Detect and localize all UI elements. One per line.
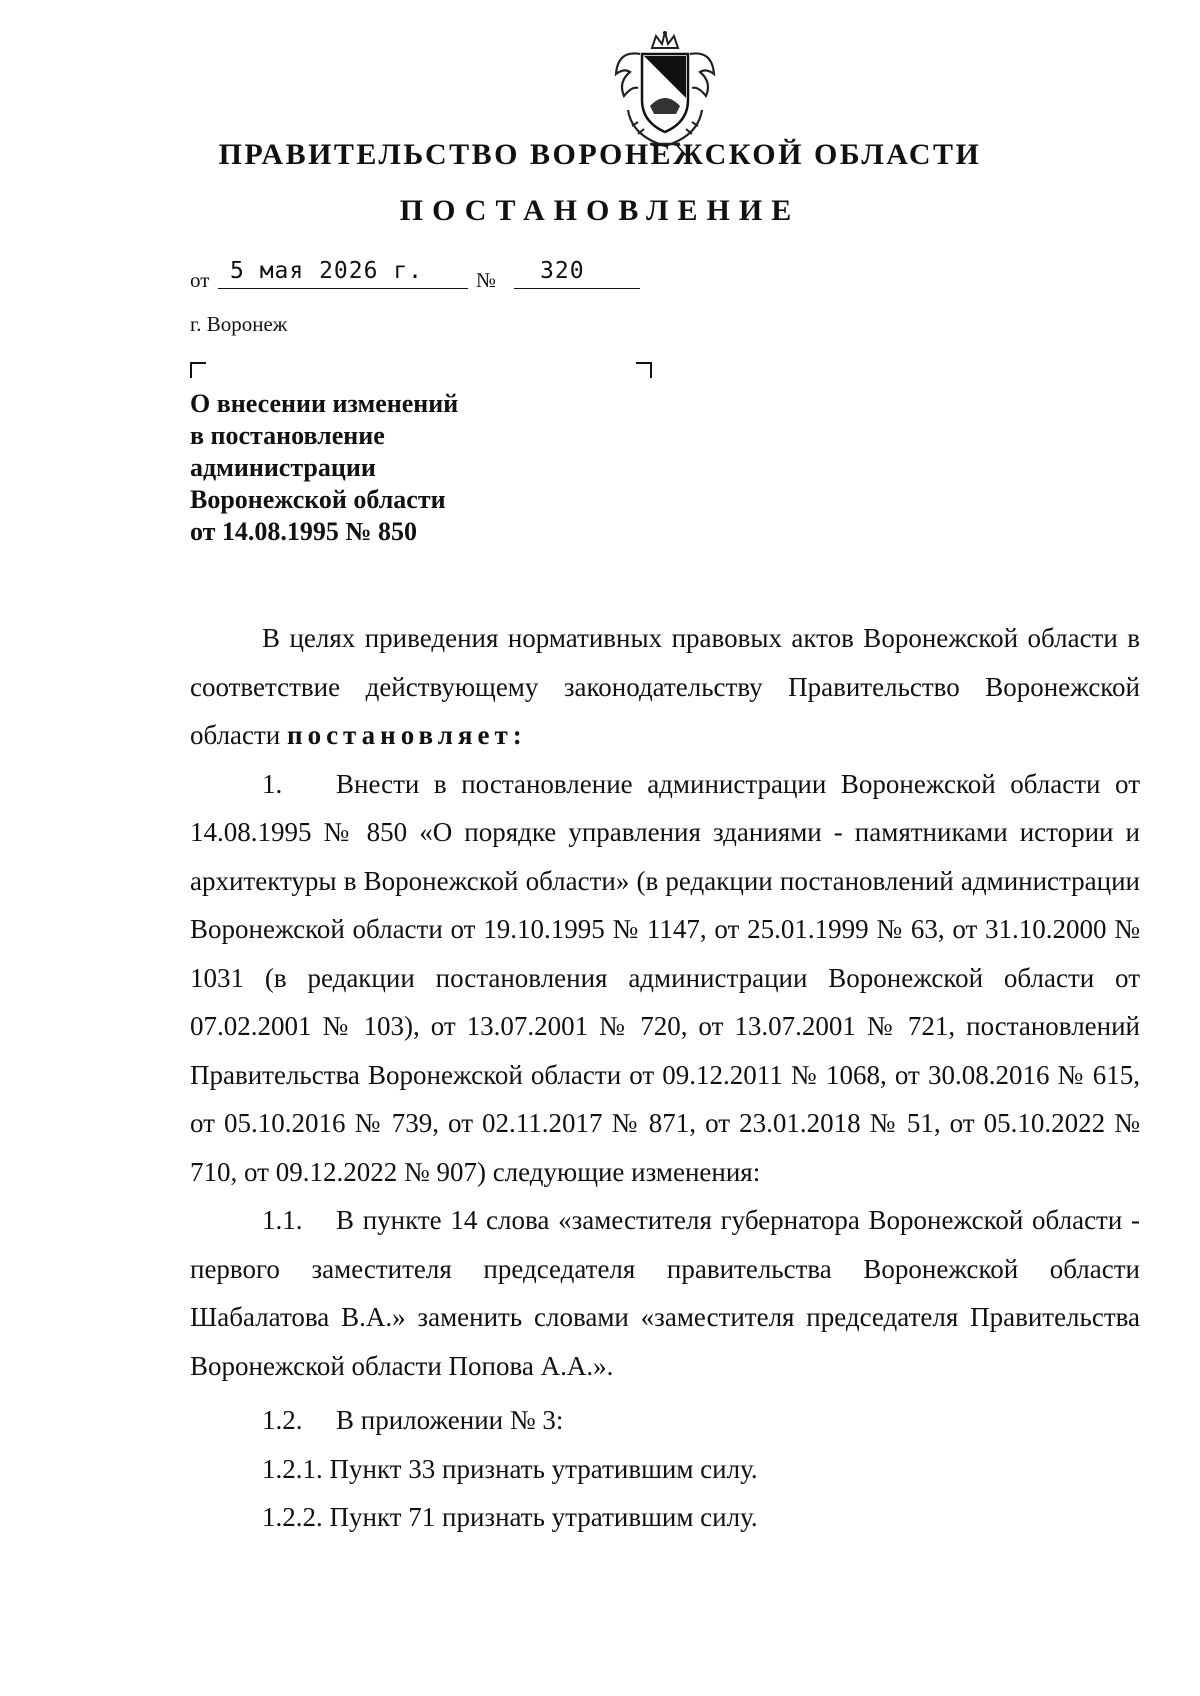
document-body (190, 614, 1140, 1542)
subject-line: в постановление (190, 421, 385, 450)
subject-line: администрации (190, 453, 376, 482)
subject-line: Воронежской области (190, 485, 446, 514)
item-1-2-text: В приложении № 3: (336, 1405, 564, 1435)
item-1-text: Внести в постановление администрации Воронежской области от 14.08.1995 № 850 «О порядке управления зданиями - памятниками истории и архитектуры в Воронежской области» (в редакции постановлений администрации Воронежской области от 19.10.1995 № 1147, от 25.01.1999 № 63, от 31.10.2000 № 1031 (в редакции постановления администрации Воронежской области от 07.02.2001 № 103), от 13.07.2001 № 720, от 13.07.2001 № 721, постановлений Правительства Воронежской области от 09.12.2011 № 1068, от 30.08.2016 № 615, от 05.10.2016 № 739, от 02.11.2017 № 871, от 23.01.2018 № 51, от 05.10.2022 № 710, от 09.12.2022 № 907) следующие изменения: (190, 768, 1140, 1187)
item-1-1-number: 1.1. (262, 1205, 303, 1235)
document-type-title: ПОСТАНОВЛЕНИЕ (399, 194, 801, 227)
date-value: 5 мая 2026 г. (218, 258, 468, 289)
preamble-text: В целях приведения нормативных правовых актов Воронежской области в соответствие действующему законодательству Правительство Воронежской области (190, 623, 1140, 750)
date-prefix: от (190, 268, 210, 292)
item-1-2-2-paragraph: 1.2.2. Пункт 71 признать утратившим силу. (262, 1502, 758, 1532)
document-subject (190, 388, 458, 548)
resolves-word: постановляет: (287, 720, 527, 750)
subject-corner-right (636, 362, 652, 378)
number-prefix: № (476, 268, 497, 292)
organization-title: ПРАВИТЕЛЬСТВО ВОРОНЕЖСКОЙ ОБЛАСТИ (218, 138, 982, 171)
preamble-paragraph (190, 614, 1140, 760)
item-1-2-1-paragraph: 1.2.1. Пункт 33 признать утратившим силу. (262, 1453, 758, 1484)
item-1-2-paragraph (190, 1396, 1140, 1445)
item-1-2-number: 1.2. (262, 1405, 303, 1435)
subject-corner-left (190, 362, 206, 378)
item-1-paragraph (190, 760, 1140, 1197)
coat-of-arms-emblem (610, 30, 720, 154)
number-value: 320 (514, 258, 640, 289)
item-1-number: 1. (262, 768, 283, 799)
item-1-1-text: В пункте 14 слова «заместителя губернатора Воронежской области - первого заместителя председателя правительства Воронежской области Шабалатова В.А.» заменить словами «заместителя председателя Правительства Воронежской области Попова А.А.». (190, 1205, 1140, 1381)
subject-line: О внесении изменений (190, 389, 459, 418)
city-label: г. Воронеж (190, 312, 288, 336)
item-1-1-paragraph (190, 1196, 1140, 1390)
subject-line: от 14.08.1995 № 850 (190, 517, 418, 546)
